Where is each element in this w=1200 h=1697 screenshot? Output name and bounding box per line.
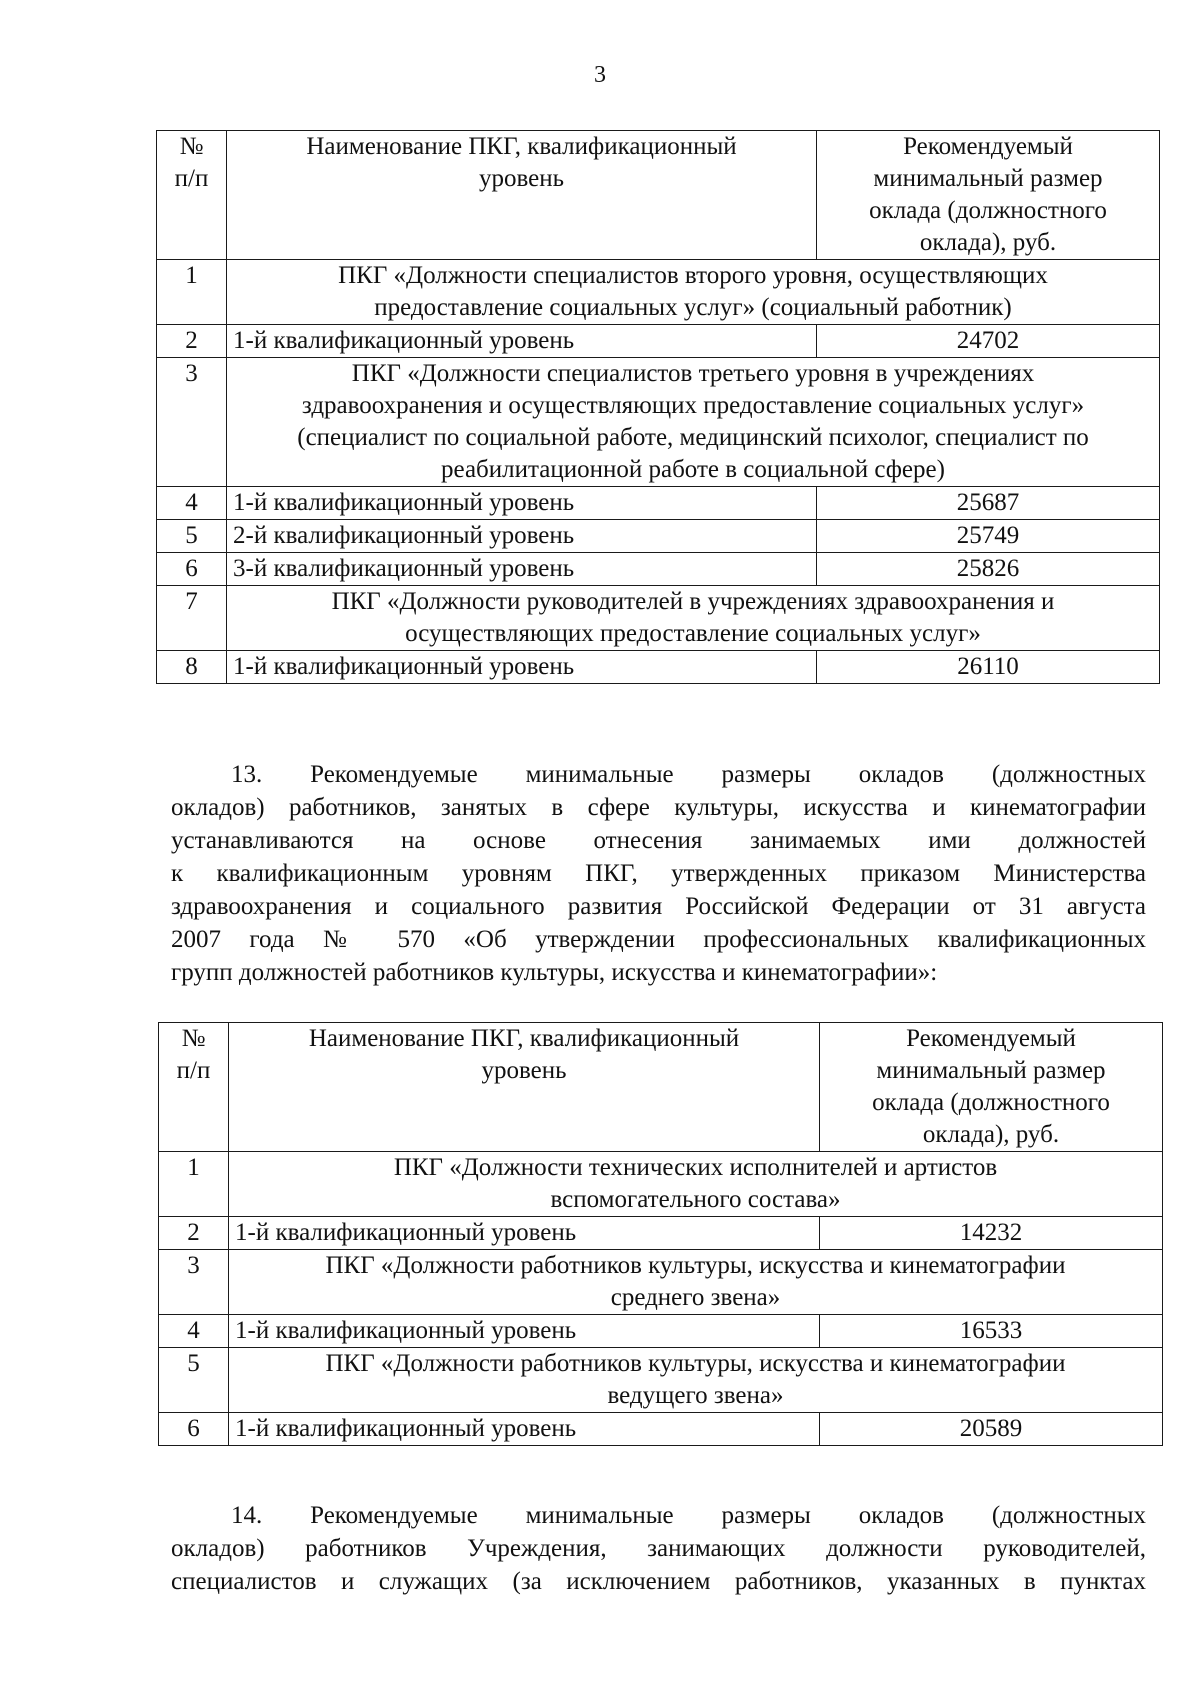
row-number-cell: 7	[157, 586, 227, 651]
paragraph-14	[171, 1499, 1146, 1598]
group-title-cell	[229, 1348, 1163, 1413]
header-name-line: уровень	[478, 165, 565, 192]
header-name-cell	[229, 1023, 820, 1152]
row-number-cell: 3	[157, 358, 227, 487]
table-row	[157, 487, 1160, 520]
paragraph-line: окладов) работников, занятых в сфере культуры, искусства и кинематографии	[171, 794, 1146, 821]
group-title-line: (специалист по социальной работе, медицинский психолог, специалист по	[297, 424, 1089, 451]
header-salary-cell	[820, 1023, 1163, 1152]
qualification-level-cell: 1-й квалификационный уровень	[227, 487, 817, 520]
salary-value-cell: 14232	[820, 1217, 1163, 1250]
group-title-line: вспомогательного состава»	[550, 1186, 841, 1213]
header-salary-line: минимальный размер	[876, 1057, 1106, 1084]
page-number: 3	[594, 62, 606, 88]
salary-value-cell: 25826	[817, 553, 1160, 586]
paragraph-13	[171, 758, 1146, 989]
group-title-cell	[227, 358, 1160, 487]
table-row	[159, 1315, 1163, 1348]
qualification-level-cell: 2-й квалификационный уровень	[227, 520, 817, 553]
table-row	[157, 358, 1160, 487]
qualification-level-cell: 3-й квалификационный уровень	[227, 553, 817, 586]
group-title-line: ПКГ «Должности технических исполнителей и артистов	[393, 1154, 998, 1181]
group-title-line: ПКГ «Должности специалистов второго уровня, осуществляющих	[338, 262, 1048, 289]
salary-value-cell: 24702	[817, 325, 1160, 358]
table-row	[157, 325, 1160, 358]
row-number-cell: 1	[159, 1152, 229, 1217]
group-title-line: среднего звена»	[610, 1284, 781, 1311]
paragraph-line: устанавливаются на основе отнесения занимаемых ими должностей	[171, 827, 1146, 854]
group-title-cell	[227, 260, 1160, 325]
header-salary-line: оклада), руб.	[922, 1121, 1060, 1148]
header-number-cell	[157, 131, 227, 260]
header-salary-line: оклада), руб.	[919, 229, 1057, 256]
group-title-line: осуществляющих предоставление социальных услуг»	[405, 620, 981, 647]
table-row	[157, 553, 1160, 586]
header-salary-cell	[817, 131, 1160, 260]
header-salary-line: Рекомендуемый	[903, 133, 1073, 160]
header-number-line: п/п	[174, 165, 209, 192]
header-name-line: Наименование ПКГ, квалификационный	[306, 133, 737, 160]
table-row	[157, 260, 1160, 325]
table-row	[159, 1413, 1163, 1446]
group-title-cell	[227, 586, 1160, 651]
table-row	[159, 1217, 1163, 1250]
table-row	[159, 1152, 1163, 1217]
salary-value-cell: 25749	[817, 520, 1160, 553]
paragraph-line: групп должностей работников культуры, искусства и кинематографии»:	[171, 959, 938, 986]
table-row	[159, 1348, 1163, 1413]
header-salary-line: оклада (должностного	[869, 197, 1107, 224]
row-number-cell: 5	[159, 1348, 229, 1413]
salary-value-cell: 25687	[817, 487, 1160, 520]
qualification-level-cell: 1-й квалификационный уровень	[229, 1413, 820, 1446]
salary-table-culture	[158, 1022, 1163, 1446]
header-number-cell	[159, 1023, 229, 1152]
row-number-cell: 6	[157, 553, 227, 586]
qualification-level-cell: 1-й квалификационный уровень	[229, 1315, 820, 1348]
group-title-line: предоставление социальных услуг» (социальный работник)	[374, 294, 1012, 321]
table-header-row	[157, 131, 1160, 260]
paragraph-line: к квалификационным уровням ПКГ, утвержденных приказом Министерства	[171, 860, 1146, 887]
salary-table-social	[156, 130, 1160, 684]
header-name-cell	[227, 131, 817, 260]
group-title-line: ПКГ «Должности руководителей в учреждениях здравоохранения и	[331, 588, 1055, 615]
header-name-line: уровень	[481, 1057, 567, 1084]
salary-value-cell: 16533	[820, 1315, 1163, 1348]
row-number-cell: 3	[159, 1250, 229, 1315]
paragraph-line: 2007 года № 570 «Об утверждении профессиональных квалификационных	[171, 926, 1146, 953]
row-number-cell: 2	[157, 325, 227, 358]
group-title-line: ведущего звена»	[607, 1382, 784, 1409]
paragraph-line: 13. Рекомендуемые минимальные размеры окладов (должностных	[231, 761, 1146, 788]
header-salary-line: Рекомендуемый	[906, 1025, 1076, 1052]
header-salary-line: оклада (должностного	[872, 1089, 1110, 1116]
paragraph-line: здравоохранения и социального развития Российской Федерации от 31 августа	[171, 893, 1146, 920]
row-number-cell: 5	[157, 520, 227, 553]
header-name-line: Наименование ПКГ, квалификационный	[308, 1025, 740, 1052]
table-row	[157, 651, 1160, 684]
row-number-cell: 2	[159, 1217, 229, 1250]
group-title-line: ПКГ «Должности специалистов третьего уровня в учреждениях	[351, 360, 1035, 387]
header-number-line: №	[181, 1025, 206, 1052]
paragraph-line: специалистов и служащих (за исключением работников, указанных в пунктах	[171, 1568, 1146, 1595]
paragraph-line: окладов) работников Учреждения, занимающих должности руководителей,	[171, 1535, 1146, 1562]
header-number-line: п/п	[176, 1057, 211, 1084]
row-number-cell: 4	[159, 1315, 229, 1348]
header-salary-line: минимальный размер	[873, 165, 1103, 192]
salary-value-cell: 20589	[820, 1413, 1163, 1446]
group-title-cell	[229, 1152, 1163, 1217]
qualification-level-cell: 1-й квалификационный уровень	[227, 651, 817, 684]
table-row	[159, 1250, 1163, 1315]
qualification-level-cell: 1-й квалификационный уровень	[227, 325, 817, 358]
row-number-cell: 6	[159, 1413, 229, 1446]
group-title-line: реабилитационной работе в социальной сфере)	[441, 456, 945, 483]
row-number-cell: 1	[157, 260, 227, 325]
group-title-line: ПКГ «Должности работников культуры, искусства и кинематографии	[325, 1350, 1066, 1377]
paragraph-line: 14. Рекомендуемые минимальные размеры окладов (должностных	[231, 1502, 1146, 1529]
table-header-row	[159, 1023, 1163, 1152]
qualification-level-cell: 1-й квалификационный уровень	[229, 1217, 820, 1250]
group-title-line: здравоохранения и осуществляющих предоставление социальных услуг»	[301, 392, 1085, 419]
table-row	[157, 586, 1160, 651]
table-row	[157, 520, 1160, 553]
header-number-line: №	[179, 133, 204, 160]
row-number-cell: 8	[157, 651, 227, 684]
salary-value-cell: 26110	[817, 651, 1160, 684]
group-title-line: ПКГ «Должности работников культуры, искусства и кинематографии	[325, 1252, 1066, 1279]
row-number-cell: 4	[157, 487, 227, 520]
group-title-cell	[229, 1250, 1163, 1315]
